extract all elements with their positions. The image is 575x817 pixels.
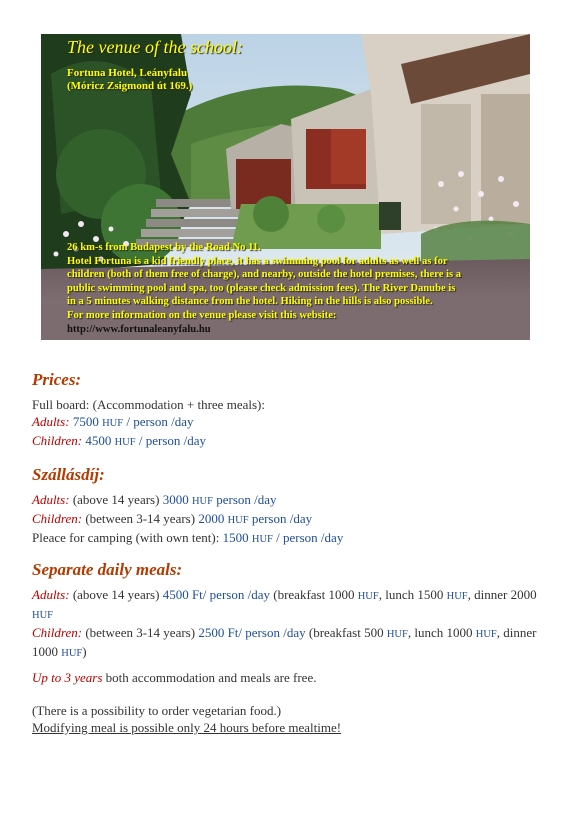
- unit-person: person: [251, 511, 287, 526]
- adults-amount: 7500: [72, 414, 99, 429]
- adults-lunch: , lunch 1500: [378, 587, 444, 602]
- unit-day: day: [174, 414, 194, 429]
- accommodation-adults-line: Adults: (above 14 years) 3000 HUF person /day: [32, 492, 277, 507]
- unit-person: person: [216, 492, 251, 507]
- vegetarian-note: (There is a possibility to order vegetarian food.): [32, 703, 282, 718]
- unit-person: person: [283, 530, 318, 545]
- children-label: Children:: [32, 511, 83, 526]
- currency: HUF: [114, 437, 136, 448]
- unit-day: day: [293, 511, 313, 526]
- accommodation-heading: Szállásdíj:: [32, 465, 105, 484]
- children-label: Children:: [32, 625, 83, 640]
- notes-section: [32, 669, 544, 736]
- venue-address-line1: Fortuna Hotel, Leányfalu: [67, 67, 188, 79]
- children-breakfast: (breakfast 500: [308, 625, 384, 640]
- children-age-note: (between 3-14 years): [85, 625, 196, 640]
- venue-info: [67, 241, 529, 336]
- adults-breakfast: (breakfast 1000: [273, 587, 355, 602]
- currency: HUF: [191, 496, 213, 507]
- adults-age-note: (above 14 years): [72, 492, 160, 507]
- currency: HUF: [227, 515, 249, 526]
- camping-line: Pleace for camping (with own tent): 1500 HUF / person /day: [32, 530, 344, 545]
- venue-address: [67, 67, 192, 93]
- prices-section: [32, 370, 544, 451]
- currency: HUF: [386, 629, 408, 640]
- full-board-line: Full board: (Accommodation + three meals):: [32, 397, 265, 412]
- venue-info-line: Hotel Fortuna is a kid friendly place, it has a swimming pool for adults as well as for: [67, 255, 448, 267]
- currency: HUF: [32, 610, 54, 621]
- unit-person: person: [245, 625, 280, 640]
- closing-paren: ): [82, 644, 87, 659]
- currency: HUF: [357, 591, 379, 602]
- currency: HUF: [251, 534, 273, 545]
- adults-amount: 3000: [162, 492, 189, 507]
- venue-title: The venue of the school:: [67, 37, 243, 57]
- currency: HUF: [475, 629, 497, 640]
- adults-meal-price: 4500 Ft: [162, 587, 203, 602]
- venue-photo: [41, 34, 530, 340]
- unit-day: day: [251, 587, 270, 602]
- meals-section: [32, 560, 544, 662]
- venue-info-line: in a 5 minutes walking distance from the hotel. Hiking in the hills is also possible.: [67, 296, 433, 308]
- unit-person: person: [209, 587, 245, 602]
- children-amount: 4500: [85, 433, 112, 448]
- venue-info-line: 26 km-s from Budapest by the Road No 11.: [67, 242, 261, 253]
- accommodation-children-line: Children: (between 3-14 years) 2000 HUF person /day: [32, 511, 313, 526]
- modifying-meal-note: Modifying meal is possible only 24 hours before mealtime!: [32, 720, 342, 735]
- free-under-3-line: [32, 669, 544, 686]
- currency: HUF: [446, 591, 468, 602]
- venue-info-line: children (both of them free of charge), and nearby, outside the hotel premises, there is a: [67, 269, 462, 281]
- venue-info-line: For more information on the venue please visit this website:: [67, 309, 337, 321]
- separator: ,: [467, 587, 471, 602]
- venue-website-link[interactable]: http://www.fortunaleanyfalu.hu: [67, 323, 211, 335]
- accommodation-section: [32, 465, 544, 548]
- children-amount: 2000: [198, 511, 225, 526]
- meals-adults-line: Adults: (above 14 years) 4500 Ft/ person /day (breakfast 1000 HUF, lunch 1500 HUF, dinner 2000 HUF: [32, 587, 537, 621]
- meals-heading: Separate daily meals:: [32, 560, 183, 579]
- children-age-note: (between 3-14 years): [85, 511, 196, 526]
- adults-label: Adults:: [32, 414, 70, 429]
- unit-day: day: [324, 530, 344, 545]
- unit-person: person: [145, 433, 181, 448]
- adults-label: Adults:: [32, 587, 70, 602]
- children-label: Children:: [32, 433, 83, 448]
- unit-day: day: [257, 492, 277, 507]
- camping-text: Pleace for camping (with own tent):: [32, 530, 220, 545]
- camping-amount: 1500: [222, 530, 249, 545]
- unit-day: day: [286, 625, 306, 640]
- unit-day: day: [187, 433, 207, 448]
- children-dinner: , dinner 1000: [32, 625, 537, 659]
- prices-adults-line: Adults: 7500 HUF / person /day: [32, 414, 194, 429]
- currency: HUF: [61, 648, 83, 659]
- adults-label: Adults:: [32, 492, 70, 507]
- venue-info-line: public swimming pool and spa, too (please check admission fees). The River Danube is: [67, 282, 456, 294]
- unit-person: person: [133, 414, 168, 429]
- meals-children-line: Children: (between 3-14 years) 2500 Ft/ person /day (breakfast 500 HUF, lunch 1000 HUF, dinner 1000 HUF): [32, 625, 537, 659]
- free-age-label: Up to 3 years: [32, 670, 103, 685]
- venue-address-line2: (Móricz Zsigmond út 169.): [67, 80, 193, 92]
- adults-dinner: dinner 2000: [474, 587, 537, 602]
- prices-children-line: Children: 4500 HUF / person /day: [32, 433, 207, 448]
- children-meal-price: 2500 Ft: [198, 625, 239, 640]
- children-lunch: , lunch 1000: [407, 625, 473, 640]
- currency: HUF: [102, 418, 124, 429]
- free-text: both accommodation and meals are free.: [105, 670, 317, 685]
- adults-age-note: (above 14 years): [72, 587, 160, 602]
- prices-heading: Prices:: [32, 370, 82, 389]
